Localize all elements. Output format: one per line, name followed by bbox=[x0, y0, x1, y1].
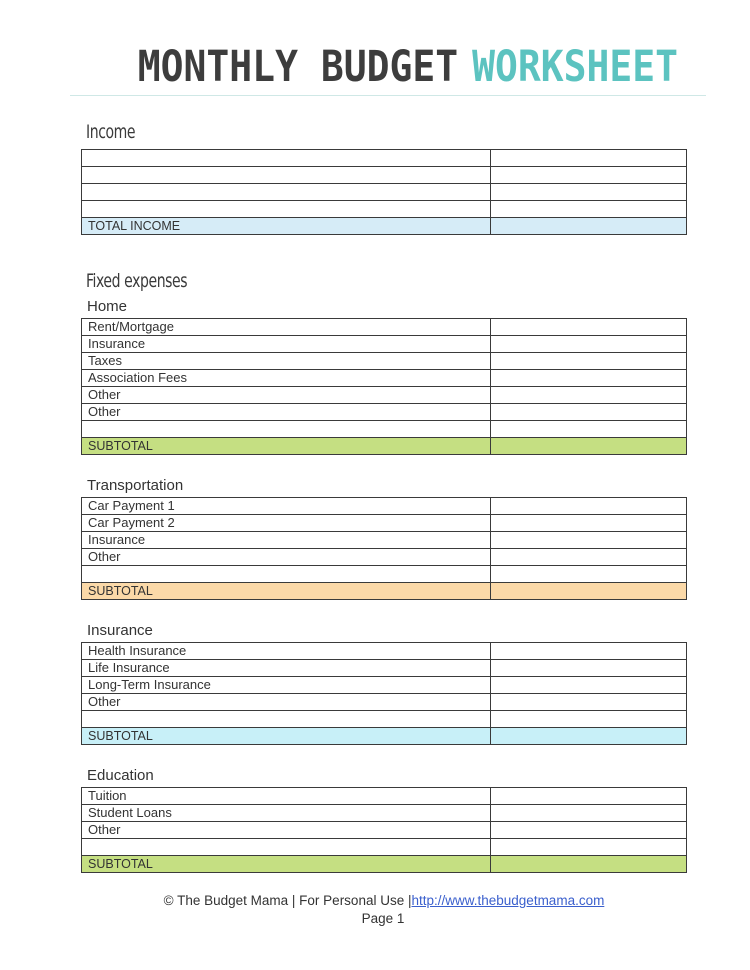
insurance-rows bbox=[82, 643, 687, 728]
home-heading: Home bbox=[87, 298, 128, 315]
transportation-rows bbox=[82, 498, 687, 583]
education-heading: Education bbox=[87, 767, 154, 784]
income-table bbox=[81, 149, 687, 235]
row-amount-cell[interactable] bbox=[491, 336, 687, 353]
row-amount-cell[interactable] bbox=[491, 694, 687, 711]
page-number: Page 1 bbox=[361, 911, 405, 926]
row-label: Insurance bbox=[82, 336, 491, 353]
row-label: Rent/Mortgage bbox=[82, 319, 491, 336]
row-label: Long-Term Insurance bbox=[82, 677, 491, 694]
income-total-amount[interactable] bbox=[491, 218, 687, 235]
row-label: Association Fees bbox=[82, 370, 491, 387]
row-amount-cell[interactable] bbox=[491, 515, 687, 532]
row-label: Other bbox=[82, 404, 491, 421]
education-rows bbox=[82, 788, 687, 856]
table-row bbox=[82, 353, 687, 370]
education-subtotal-label: SUBTOTAL bbox=[82, 856, 491, 873]
footer-credit: © The Budget Mama | For Personal Use | bbox=[163, 893, 412, 908]
row-label: Other bbox=[82, 694, 491, 711]
table-row bbox=[82, 387, 687, 404]
table-row bbox=[82, 549, 687, 566]
home-subtotal-row bbox=[82, 438, 687, 455]
insurance-heading: Insurance bbox=[87, 622, 153, 639]
transportation-subtotal-amount[interactable] bbox=[491, 583, 687, 600]
footer-link[interactable]: http://www.thebudgetmama.com bbox=[411, 893, 605, 908]
row-label: Other bbox=[82, 549, 491, 566]
insurance-subtotal-amount[interactable] bbox=[491, 728, 687, 745]
row-amount-cell[interactable] bbox=[491, 660, 687, 677]
row-label: Insurance bbox=[82, 532, 491, 549]
insurance-subtotal-row bbox=[82, 728, 687, 745]
table-row bbox=[82, 184, 687, 201]
row-amount-cell[interactable] bbox=[491, 387, 687, 404]
row-amount-cell[interactable] bbox=[491, 404, 687, 421]
home-table bbox=[81, 318, 687, 455]
table-row bbox=[82, 822, 687, 839]
table-row bbox=[82, 404, 687, 421]
insurance-table bbox=[81, 642, 687, 745]
education-table bbox=[81, 787, 687, 873]
row-amount-cell[interactable] bbox=[491, 370, 687, 387]
income-rows bbox=[82, 150, 687, 218]
row-amount-cell[interactable] bbox=[491, 549, 687, 566]
table-row bbox=[82, 677, 687, 694]
row-amount-cell[interactable] bbox=[491, 167, 687, 184]
row-amount-cell[interactable] bbox=[491, 150, 687, 167]
row-amount-cell[interactable] bbox=[491, 788, 687, 805]
row-label: Car Payment 2 bbox=[82, 515, 491, 532]
table-row bbox=[82, 532, 687, 549]
education-subtotal-amount[interactable] bbox=[491, 856, 687, 873]
row-amount-cell[interactable] bbox=[491, 353, 687, 370]
footer bbox=[0, 893, 750, 908]
row-amount-cell[interactable] bbox=[491, 805, 687, 822]
row-label: Health Insurance bbox=[82, 643, 491, 660]
row-amount-cell[interactable] bbox=[491, 498, 687, 515]
row-label bbox=[82, 566, 491, 583]
row-label bbox=[82, 839, 491, 856]
insurance-subtotal-label: SUBTOTAL bbox=[82, 728, 491, 745]
row-amount-cell[interactable] bbox=[491, 421, 687, 438]
title-part-1: MONTHLY BUDGET bbox=[137, 42, 459, 92]
table-row bbox=[82, 711, 687, 728]
row-label: Other bbox=[82, 822, 491, 839]
income-total-row bbox=[82, 218, 687, 235]
home-subtotal-amount[interactable] bbox=[491, 438, 687, 455]
row-amount-cell[interactable] bbox=[491, 319, 687, 336]
table-row bbox=[82, 643, 687, 660]
transportation-subtotal-row bbox=[82, 583, 687, 600]
row-amount-cell[interactable] bbox=[491, 201, 687, 218]
table-row bbox=[82, 150, 687, 167]
worksheet-title bbox=[138, 42, 678, 91]
table-row bbox=[82, 167, 687, 184]
row-label: Tuition bbox=[82, 788, 491, 805]
home-rows bbox=[82, 319, 687, 438]
table-row bbox=[82, 694, 687, 711]
row-label: Student Loans bbox=[82, 805, 491, 822]
education-subtotal-row bbox=[82, 856, 687, 873]
row-amount-cell[interactable] bbox=[491, 643, 687, 660]
title-part-2: WORKSHEET bbox=[472, 42, 678, 92]
table-row bbox=[82, 421, 687, 438]
row-label: Taxes bbox=[82, 353, 491, 370]
row-label: Life Insurance bbox=[82, 660, 491, 677]
title-divider bbox=[70, 95, 706, 96]
table-row bbox=[82, 201, 687, 218]
table-row bbox=[82, 805, 687, 822]
table-row bbox=[82, 660, 687, 677]
row-label: Car Payment 1 bbox=[82, 498, 491, 515]
income-total-label: TOTAL INCOME bbox=[82, 218, 491, 235]
table-row bbox=[82, 515, 687, 532]
transportation-heading: Transportation bbox=[87, 477, 184, 494]
row-label bbox=[82, 184, 491, 201]
row-amount-cell[interactable] bbox=[491, 839, 687, 856]
home-subtotal-label: SUBTOTAL bbox=[82, 438, 491, 455]
table-row bbox=[82, 336, 687, 353]
row-amount-cell[interactable] bbox=[491, 822, 687, 839]
row-amount-cell[interactable] bbox=[491, 184, 687, 201]
table-row bbox=[82, 839, 687, 856]
row-amount-cell[interactable] bbox=[491, 711, 687, 728]
row-label bbox=[82, 711, 491, 728]
transportation-table bbox=[81, 497, 687, 600]
row-label bbox=[82, 421, 491, 438]
fixed-expenses-heading: Fixed expenses bbox=[86, 270, 188, 292]
table-row bbox=[82, 319, 687, 336]
table-row bbox=[82, 370, 687, 387]
row-amount-cell[interactable] bbox=[491, 677, 687, 694]
table-row bbox=[82, 566, 687, 583]
table-row bbox=[82, 788, 687, 805]
table-row bbox=[82, 498, 687, 515]
transportation-subtotal-label: SUBTOTAL bbox=[82, 583, 491, 600]
income-heading: Income bbox=[86, 121, 136, 143]
row-label bbox=[82, 201, 491, 218]
row-label: Other bbox=[82, 387, 491, 404]
row-label bbox=[82, 150, 491, 167]
row-amount-cell[interactable] bbox=[491, 566, 687, 583]
row-label bbox=[82, 167, 491, 184]
row-amount-cell[interactable] bbox=[491, 532, 687, 549]
